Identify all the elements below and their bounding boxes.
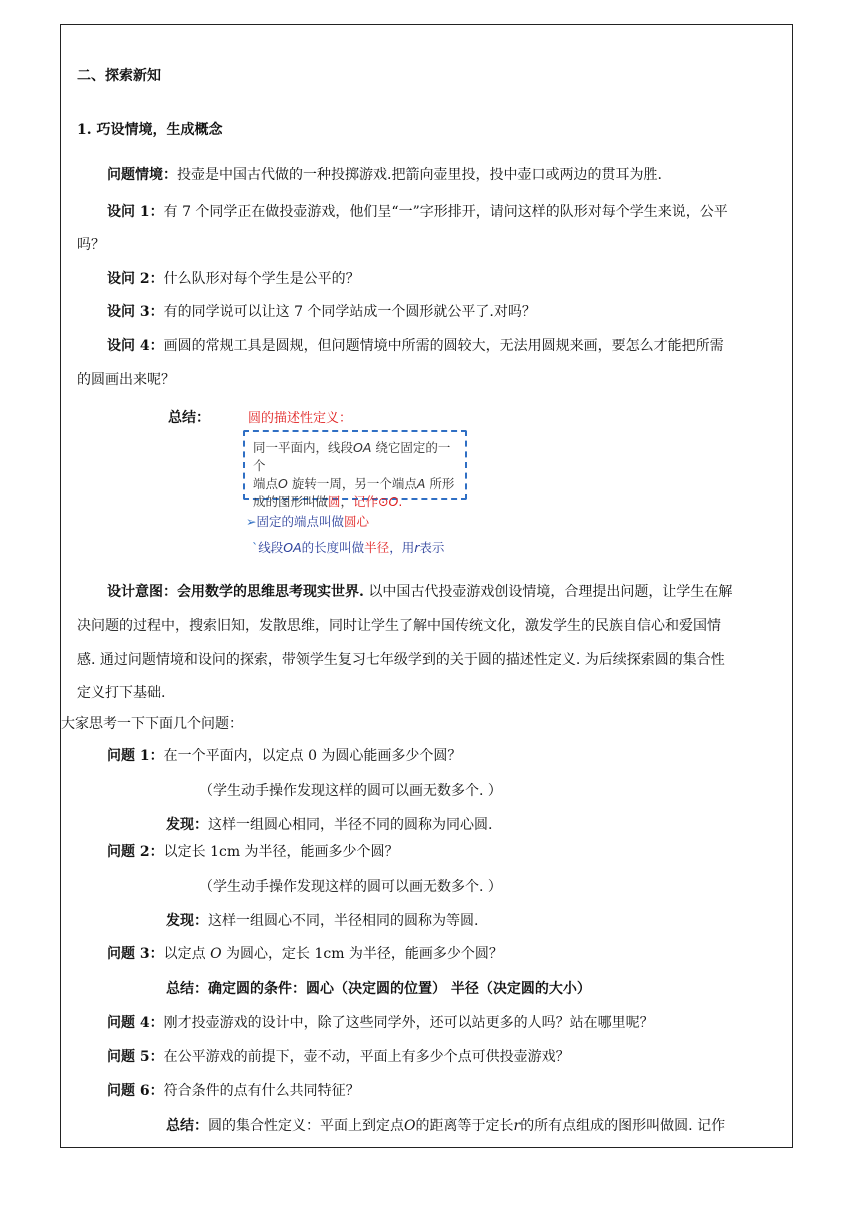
arrow-bullet-icon: ➢ xyxy=(246,514,257,529)
finding-2-label: 发现： xyxy=(166,913,208,929)
problem-1-label: 问题 1： xyxy=(107,748,164,764)
finding-1-text: 这样一组圆心相同，半径不同的圆称为同心圆. xyxy=(208,817,493,833)
set-definition-o: O xyxy=(404,1118,416,1134)
problem-2-text: 以定长 1cm 为半径，能画多少个圆？ xyxy=(163,844,399,860)
problem-1-note: （学生动手操作发现这样的圆可以画无数多个. ） xyxy=(199,783,502,799)
point-o: O xyxy=(278,476,288,491)
design-text-1: 以中国古代投壶游戏创设情境，合理提出问题，让学生在解 xyxy=(363,584,733,600)
problem-6-label: 问题 6： xyxy=(107,1083,164,1099)
problem-2-note: （学生动手操作发现这样的圆可以画无数多个. ） xyxy=(199,879,502,895)
set-definition xyxy=(166,1117,725,1135)
problem-1-finding xyxy=(166,816,492,834)
scenario-label: 问题情境： xyxy=(107,167,177,183)
definition-box xyxy=(243,430,467,509)
problem-5 xyxy=(107,1048,570,1066)
design-line-1 xyxy=(107,583,732,601)
problem-4-label: 问题 4： xyxy=(107,1015,164,1031)
question-2-label: 设问 2： xyxy=(107,271,164,287)
tick-bullet-icon: ` xyxy=(252,540,259,555)
problem-3 xyxy=(107,945,503,963)
definition-line-1 xyxy=(253,439,457,475)
design-line-2: 决问题的过程中，搜索旧知，发散思维，同时让学生了解中国传统文化，激发学生的民族自信心和爱国情 xyxy=(77,618,721,634)
def-comma: ， xyxy=(340,494,354,509)
point-a: A xyxy=(416,476,426,491)
question-1-text: 有 7 个同学正在做投壶游戏，他们呈“一”字形排开，请问这样的队形对每个学生来说，公平 xyxy=(163,204,728,220)
bullet-radius-text-3: ，用 xyxy=(389,540,415,555)
question-2-text: 什么队形对每个学生是公平的？ xyxy=(163,271,360,287)
design-label: 设计意图：会用数学的思维思考现实世界. xyxy=(107,584,364,600)
problem-1-text: 在一个平面内，以定点 0 为圆心能画多少个圆？ xyxy=(163,748,462,764)
bullet-center xyxy=(246,512,369,530)
problem-3-point-o: O xyxy=(210,946,222,962)
question-3 xyxy=(107,303,536,321)
bullet-radius xyxy=(252,538,444,556)
problem-2 xyxy=(107,843,399,861)
problem-4-text: 刚才投壶游戏的设计中，除了这些同学外，还可以站更多的人吗？站在哪里呢？ xyxy=(163,1015,654,1031)
set-definition-label: 总结： xyxy=(166,1118,208,1134)
problem-1 xyxy=(107,747,461,765)
section-title: 二、探索新知 xyxy=(77,68,161,84)
bullet-center-text: 固定的端点叫做 xyxy=(256,514,344,529)
def-text-1: 同一平面内，线段 xyxy=(253,440,354,455)
problem-5-label: 问题 5： xyxy=(107,1049,164,1065)
set-definition-r: r xyxy=(513,1118,521,1134)
set-definition-text-b: 的距离等于定长 xyxy=(415,1118,514,1134)
segment-oa: OA xyxy=(353,440,372,455)
problem-6-text: 符合条件的点有什么共同特征？ xyxy=(163,1083,360,1099)
notation-dot: . xyxy=(398,494,403,509)
finding-1-label: 发现： xyxy=(166,817,208,833)
question-4 xyxy=(107,337,724,355)
def-text-2: 绕它固定的一个 xyxy=(253,440,451,473)
def-text-3: 端点 xyxy=(253,476,279,491)
notation-o: O xyxy=(388,494,399,509)
problem-6 xyxy=(107,1082,360,1100)
design-line-4: 定义打下基础. xyxy=(77,685,166,701)
problem-2-label: 问题 2： xyxy=(107,844,164,860)
problem-3-text-b: 为圆心，定长 1cm 为半径，能画多少个圆？ xyxy=(221,946,503,962)
finding-2-text: 这样一组圆心不同，半径相同的圆称为等圆. xyxy=(208,913,479,929)
notation-label: 记作⊙ xyxy=(353,494,389,509)
bullet-radius-text-2: 的长度叫做 xyxy=(301,540,365,555)
problem-2-finding xyxy=(166,912,478,930)
think-prompt: 大家思考一下下面几个问题： xyxy=(61,716,243,732)
definition-line-2 xyxy=(253,475,457,493)
subsection-title: 1. 巧设情境，生成概念 xyxy=(77,122,223,138)
scenario-paragraph xyxy=(107,166,662,184)
design-line-3: 感. 通过问题情境和设问的探索，带领学生复习七年级学到的关于圆的描述性定义. 为后续探索圆的集合性 xyxy=(77,652,725,668)
def-text-4: 旋转一周，另一个端点 xyxy=(287,476,417,491)
problem-3-text-a: 以定点 xyxy=(163,946,211,962)
question-4-cont: 的圆画出来呢？ xyxy=(77,372,175,388)
question-3-label: 设问 3： xyxy=(107,304,164,320)
question-4-label: 设问 4： xyxy=(107,338,164,354)
symbol-r: r xyxy=(414,540,420,555)
term-center: 圆心 xyxy=(344,514,370,529)
question-4-text: 画圆的常规工具是圆规，但问题情境中所需的圆较大，无法用圆规来画，要怎么才能把所需 xyxy=(163,338,724,354)
question-1-label: 设问 1： xyxy=(107,204,164,220)
question-1 xyxy=(107,203,728,221)
problem-5-text: 在公平游戏的前提下，壶不动，平面上有多少个点可供投壶游戏？ xyxy=(163,1049,570,1065)
scenario-text: 投壶是中国古代做的一种投掷游戏.把箭向壶里投，投中壶口或两边的贯耳为胜. xyxy=(177,167,662,183)
question-3-text: 有的同学说可以让这 7 个同学站成一个圆形就公平了.对吗？ xyxy=(163,304,536,320)
definition-card-title: 圆的描述性定义： xyxy=(248,411,353,426)
term-circle: 圆 xyxy=(328,494,341,509)
question-2 xyxy=(107,270,360,288)
term-radius: 半径 xyxy=(364,540,390,555)
condition-summary: 总结：确定圆的条件：圆心（决定圆的位置） 半径（决定圆的大小） xyxy=(166,981,591,997)
set-definition-text-a: 圆的集合性定义：平面上到定点 xyxy=(208,1118,404,1134)
def-text-6: 成的图形叫做 xyxy=(253,494,329,509)
problem-3-label: 问题 3： xyxy=(107,946,164,962)
bullet-radius-text-4: 表示 xyxy=(419,540,445,555)
segment-oa-2: OA xyxy=(283,540,302,555)
definition-line-3 xyxy=(253,493,457,511)
def-text-5: 所形 xyxy=(425,476,455,491)
bullet-radius-text-1: 线段 xyxy=(258,540,284,555)
question-1-cont: 吗？ xyxy=(77,237,105,253)
set-definition-text-c: 的所有点组成的图形叫做圆. 记作 xyxy=(520,1118,726,1134)
problem-4 xyxy=(107,1014,654,1032)
summary-label: 总结： xyxy=(168,410,210,426)
